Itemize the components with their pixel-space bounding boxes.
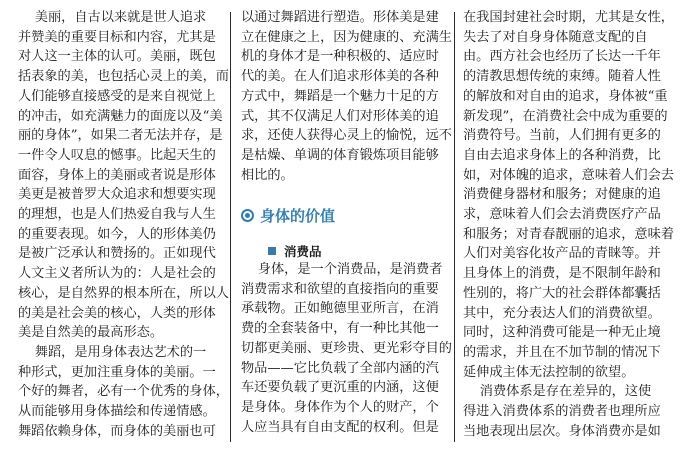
text-line: 的冲击，如充满魅力的面庞以及“美 xyxy=(18,108,223,124)
text-line: 是枯燥、单调的体育锻炼项目能够 xyxy=(241,147,439,163)
text-line: 由。西方社会也经历了长达一千年 xyxy=(463,49,661,65)
text-line: 式，其不仅满足人们对形体美的追 xyxy=(241,108,439,124)
text-line: 延伸成主体无法控制的欲望。 xyxy=(463,364,635,380)
text-line: 并赞美的重要目标和内容，尤其是 xyxy=(18,29,216,45)
text-line: 以通过舞蹈进行塑造。形体美是建 xyxy=(241,10,439,25)
text-line: 核心，是自然界的根本所在，所以人 xyxy=(18,285,229,301)
text-line: 个好的舞者，必有一个优秀的身体， xyxy=(18,384,229,400)
square-bullet-icon xyxy=(268,247,276,255)
article-column-3 xyxy=(463,8,673,441)
text-line: 其中，充分表达人们的消费欲望。 xyxy=(463,305,661,321)
article-column-2-top xyxy=(241,8,452,185)
text-line: 对人这一主体的认可。美丽，既包 xyxy=(18,49,216,65)
text-line: 丽的身体”，如果二者无法并存，是 xyxy=(18,128,223,144)
text-line: 是被广泛承认和赞扬的。正如现代 xyxy=(18,246,216,262)
text-line: 车还要负载了更沉重的内涵，这便 xyxy=(241,380,439,396)
text-line: 美丽，自古以来就是世人追求 xyxy=(18,10,207,25)
text-line: 人们能够直接感受的是来自视觉上 xyxy=(18,88,216,104)
text-line: 的重要表现。如今，人的形体美仍 xyxy=(18,226,216,242)
text-line: 美更是被普罗大众追求和想要实现 xyxy=(18,187,216,203)
article-column-2-bottom xyxy=(241,260,452,437)
text-line: 舞蹈，是用身体表达艺术的一 xyxy=(18,344,207,360)
text-line: 消费需求和欲望的直接指向的重要 xyxy=(241,281,439,297)
text-line: 方式中，舞蹈是一个魅力十足的方 xyxy=(241,88,439,104)
subheading xyxy=(268,242,322,260)
text-line: 求，意味着人们会去消费医疗产品 xyxy=(463,207,661,223)
text-line: 代的美。在人们追求形体美的各种 xyxy=(241,69,439,85)
article-column-1 xyxy=(18,8,229,441)
text-line: 失去了对自身身体随意支配的自 xyxy=(463,29,648,45)
text-line: 如，对体魄的追求，意味着人们会去 xyxy=(463,167,674,183)
text-line: 求，还使人获得心灵上的愉悦，远不 xyxy=(241,128,452,144)
text-line: 的美是社会美的核心，人类的形体 xyxy=(18,305,216,321)
text-line: 的需求，并且在不加节制的情况下 xyxy=(463,344,661,360)
text-line: 切都更美丽、更珍贵、更光彩夺目的 xyxy=(241,340,452,356)
text-line: 机的身体才是一种积极的、适应时 xyxy=(241,49,439,65)
text-line: 美是自然美的最高形态。 xyxy=(18,325,164,341)
text-line: 人们对美容化妆产品的青睐等。并 xyxy=(463,246,661,262)
text-line: 消费符号。当前，人们拥有更多的 xyxy=(463,128,661,144)
circle-bullet-icon xyxy=(241,209,254,222)
text-line: 的解放和对自由的追求，身体被“重 xyxy=(463,88,668,104)
text-line: 括表象的美，也包括心灵上的美，而 xyxy=(18,69,229,85)
text-line: 的理想，也是人们热爱自我与人生 xyxy=(18,207,216,223)
text-line: 新发现”，在消费社会中成为重要的 xyxy=(463,108,668,124)
text-line: 面容，身体上的美丽或者说是形体 xyxy=(18,167,216,183)
text-line: 相比的。 xyxy=(241,167,294,183)
text-line: 费的全套装备中，有一种比其他一 xyxy=(241,321,439,337)
text-line: 舞蹈依赖身体，而身体的美丽也可 xyxy=(18,423,216,439)
column-divider xyxy=(454,12,455,442)
text-line: 和服务；对青春靓丽的追求，意味着 xyxy=(463,226,674,242)
text-line: 种形式，更加注重身体的美丽。一 xyxy=(18,364,216,380)
section-heading-text: 身体的价值 xyxy=(260,207,336,225)
text-line: 同时，这种消费可能是一种无止境 xyxy=(463,325,661,341)
subheading-text: 消费品 xyxy=(284,244,322,259)
text-line: 立在健康之上，因为健康的、充满生 xyxy=(241,29,452,45)
text-line: 物品——它比负载了全部内涵的汽 xyxy=(241,360,439,376)
text-line: 性别的，将广大的社会群体都囊括 xyxy=(463,285,661,301)
text-line: 的清教思想传统的束缚。随着人性 xyxy=(463,69,661,85)
text-line: 得进入消费体系的消费者也理所应 xyxy=(463,404,661,420)
text-line: 人文主义者所认为的：人是社会的 xyxy=(18,266,216,282)
text-line: 自由去追求身体上的各种消费，比 xyxy=(463,147,661,163)
section-heading xyxy=(241,205,335,226)
text-line: 身体，是一个消费品，是消费者 xyxy=(241,262,443,277)
text-line: 承载物。正如鲍德里亚所言，在消 xyxy=(241,301,439,317)
text-line: 是身体。身体作为个人的财产，个 xyxy=(241,399,439,415)
text-line: 消费健身器材和服务；对健康的追 xyxy=(463,187,661,203)
text-line: 且身体上的消费，是不限制年龄和 xyxy=(463,266,661,282)
text-line: 当地表现出层次。身体消费亦是如 xyxy=(463,423,661,439)
text-line: 消费体系是存在差异的，这使 xyxy=(463,384,652,400)
text-line: 一件令人叹息的憾事。比起天生的 xyxy=(18,147,216,163)
column-divider xyxy=(230,12,231,442)
text-line: 人应当具有自由支配的权利。但是 xyxy=(241,419,439,435)
text-line: 在我国封建社会时期，尤其是女性， xyxy=(463,10,674,25)
text-line: 从而能够用身体描绘和传递情感。 xyxy=(18,404,216,420)
